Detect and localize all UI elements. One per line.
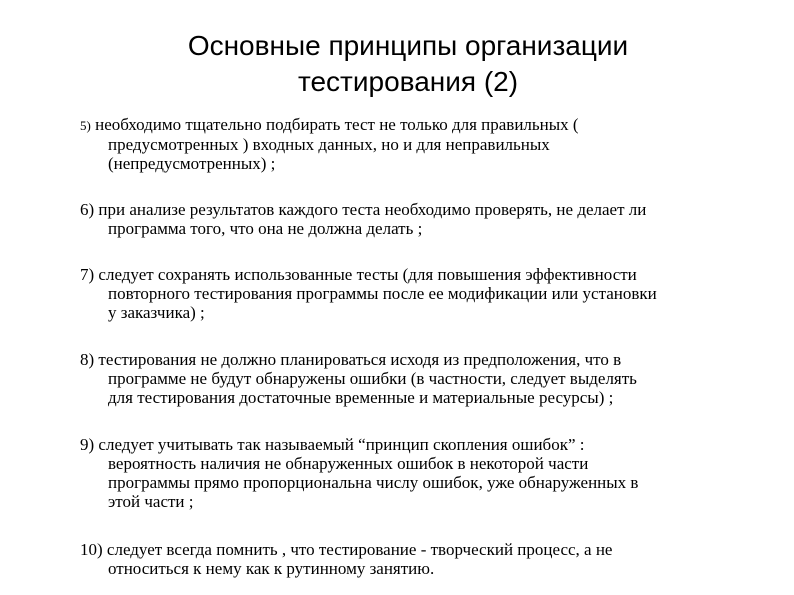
list-item-text: следует сохранять использованные тесты (для повышения эффективности (98, 265, 637, 284)
list-item-5 (80, 115, 780, 173)
list-item-9-line-3: программы прямо пропорциональна числу ошибок, уже обнаруженных в (108, 473, 639, 492)
list-item-number: 10) (80, 540, 103, 559)
list-item-7-line-1 (80, 265, 780, 284)
list-item-9-line-4: этой части ; (108, 492, 194, 511)
list-item-7 (80, 265, 780, 322)
list-item-8 (80, 350, 780, 407)
list-item-number: 9) (80, 435, 95, 454)
list-item-9 (80, 435, 780, 511)
list-item-number: 8) (80, 350, 95, 369)
list-item-text: при анализе результатов каждого теста необходимо проверять, не делает ли (98, 200, 647, 219)
list-item-5-line-1 (80, 115, 780, 135)
slide-title-line-2: тестирования (2) (297, 66, 519, 97)
list-item-9-line-2: вероятность наличия не обнаруженных ошибок в некоторой части (108, 454, 589, 473)
list-item-6-line-1 (80, 200, 780, 219)
list-item-5-line-2: предусмотренных ) входных данных, но и для неправильных (108, 135, 550, 154)
list-item-6 (80, 200, 780, 238)
list-item-6-line-2: программа того, что она не должна делать ; (108, 219, 423, 238)
list-item-9-line-1 (80, 435, 780, 454)
list-item-7-line-3: у заказчика) ; (108, 303, 205, 322)
list-item-text: тестирования не должно планироваться исходя из предположения, что в (98, 350, 622, 369)
slide-title (0, 28, 794, 100)
list-item-number: 5) (80, 118, 91, 133)
list-item-8-line-3: для тестирования достаточные временные и материальные ресурсы) ; (108, 388, 614, 407)
list-item-7-line-2: повторного тестирования программы после ее модификации или установки (108, 284, 657, 303)
list-item-10-line-1 (80, 540, 780, 559)
list-item-text: следует всегда помнить , что тестирование - творческий процесс, а не (106, 540, 613, 559)
list-item-number: 6) (80, 200, 95, 219)
list-item-text: необходимо тщательно подбирать тест не только для правильных ( (95, 115, 579, 134)
list-item-8-line-1 (80, 350, 780, 369)
list-item-8-line-2: программе не будут обнаружены ошибки (в частности, следует выделять (108, 369, 637, 388)
slide-title-line-1: Основные принципы организации (187, 30, 629, 61)
list-item-text: следует учитывать так называемый “принцип скопления ошибок” : (98, 435, 585, 454)
list-item-number: 7) (80, 265, 95, 284)
list-item-10-line-2: относиться к нему как к рутинному занятию. (108, 559, 435, 578)
list-item-5-line-3: (непредусмотренных) ; (108, 154, 276, 173)
list-item-10 (80, 540, 780, 578)
